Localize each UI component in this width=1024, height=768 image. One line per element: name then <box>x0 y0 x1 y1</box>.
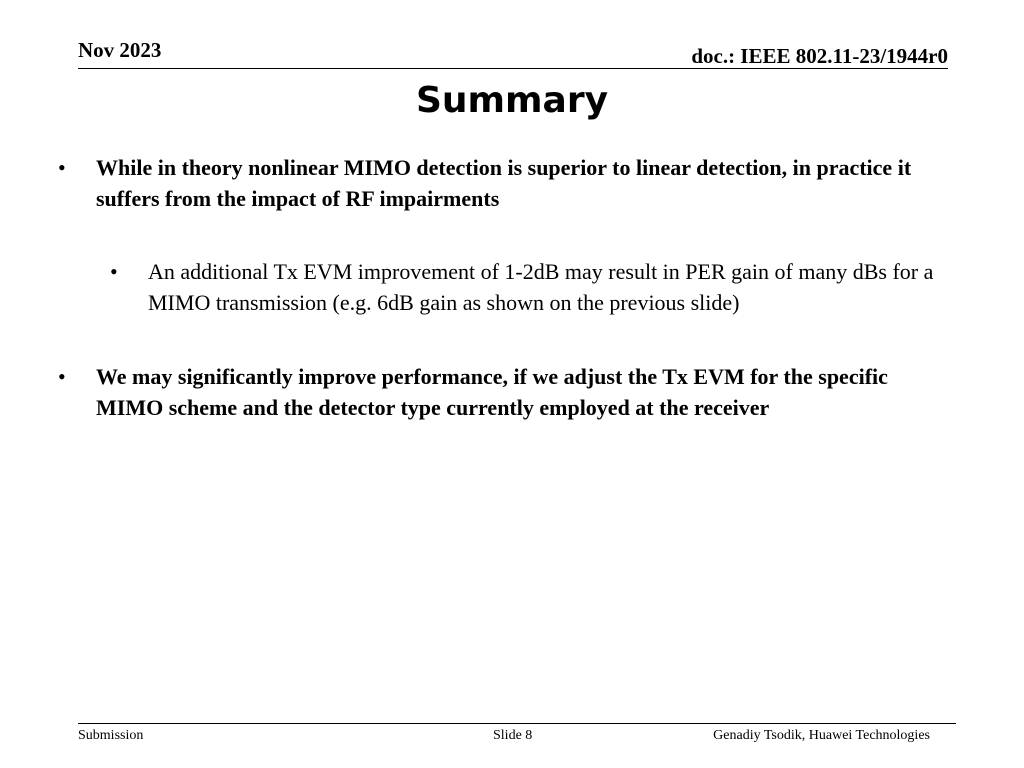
bullet-text: We may significantly improve performance, if we adjust the Tx EVM for the specific MIMO scheme and the detector type currently employed at the receiver <box>96 364 888 420</box>
bullet-marker: • <box>58 155 66 180</box>
bullet-text: An additional Tx EVM improvement of 1-2dB may result in PER gain of many dBs for a MIMO transmission (e.g. 6dB gain as shown on the previous slide) <box>148 259 934 315</box>
bullet-marker: • <box>110 259 118 284</box>
bullet-item-1 <box>58 152 948 214</box>
bullet-item-2 <box>58 361 948 423</box>
footer-divider <box>78 723 956 724</box>
bullet-marker: • <box>58 364 66 389</box>
footer-submission: Submission <box>78 728 144 743</box>
header-divider <box>78 68 948 69</box>
footer-author: Genadiy Tsodik, Huawei Technologies <box>713 728 930 743</box>
footer-slide-number: Slide 8 <box>493 728 533 743</box>
sub-bullet-item-1 <box>110 256 970 318</box>
bullet-text: While in theory nonlinear MIMO detection is superior to linear detection, in practice it suffers from the impact of RF impairments <box>96 155 912 211</box>
slide-title: Summary <box>415 80 609 121</box>
header-date: Nov 2023 <box>78 38 162 62</box>
header-doc-id: doc.: IEEE 802.11-23/1944r0 <box>691 44 948 68</box>
